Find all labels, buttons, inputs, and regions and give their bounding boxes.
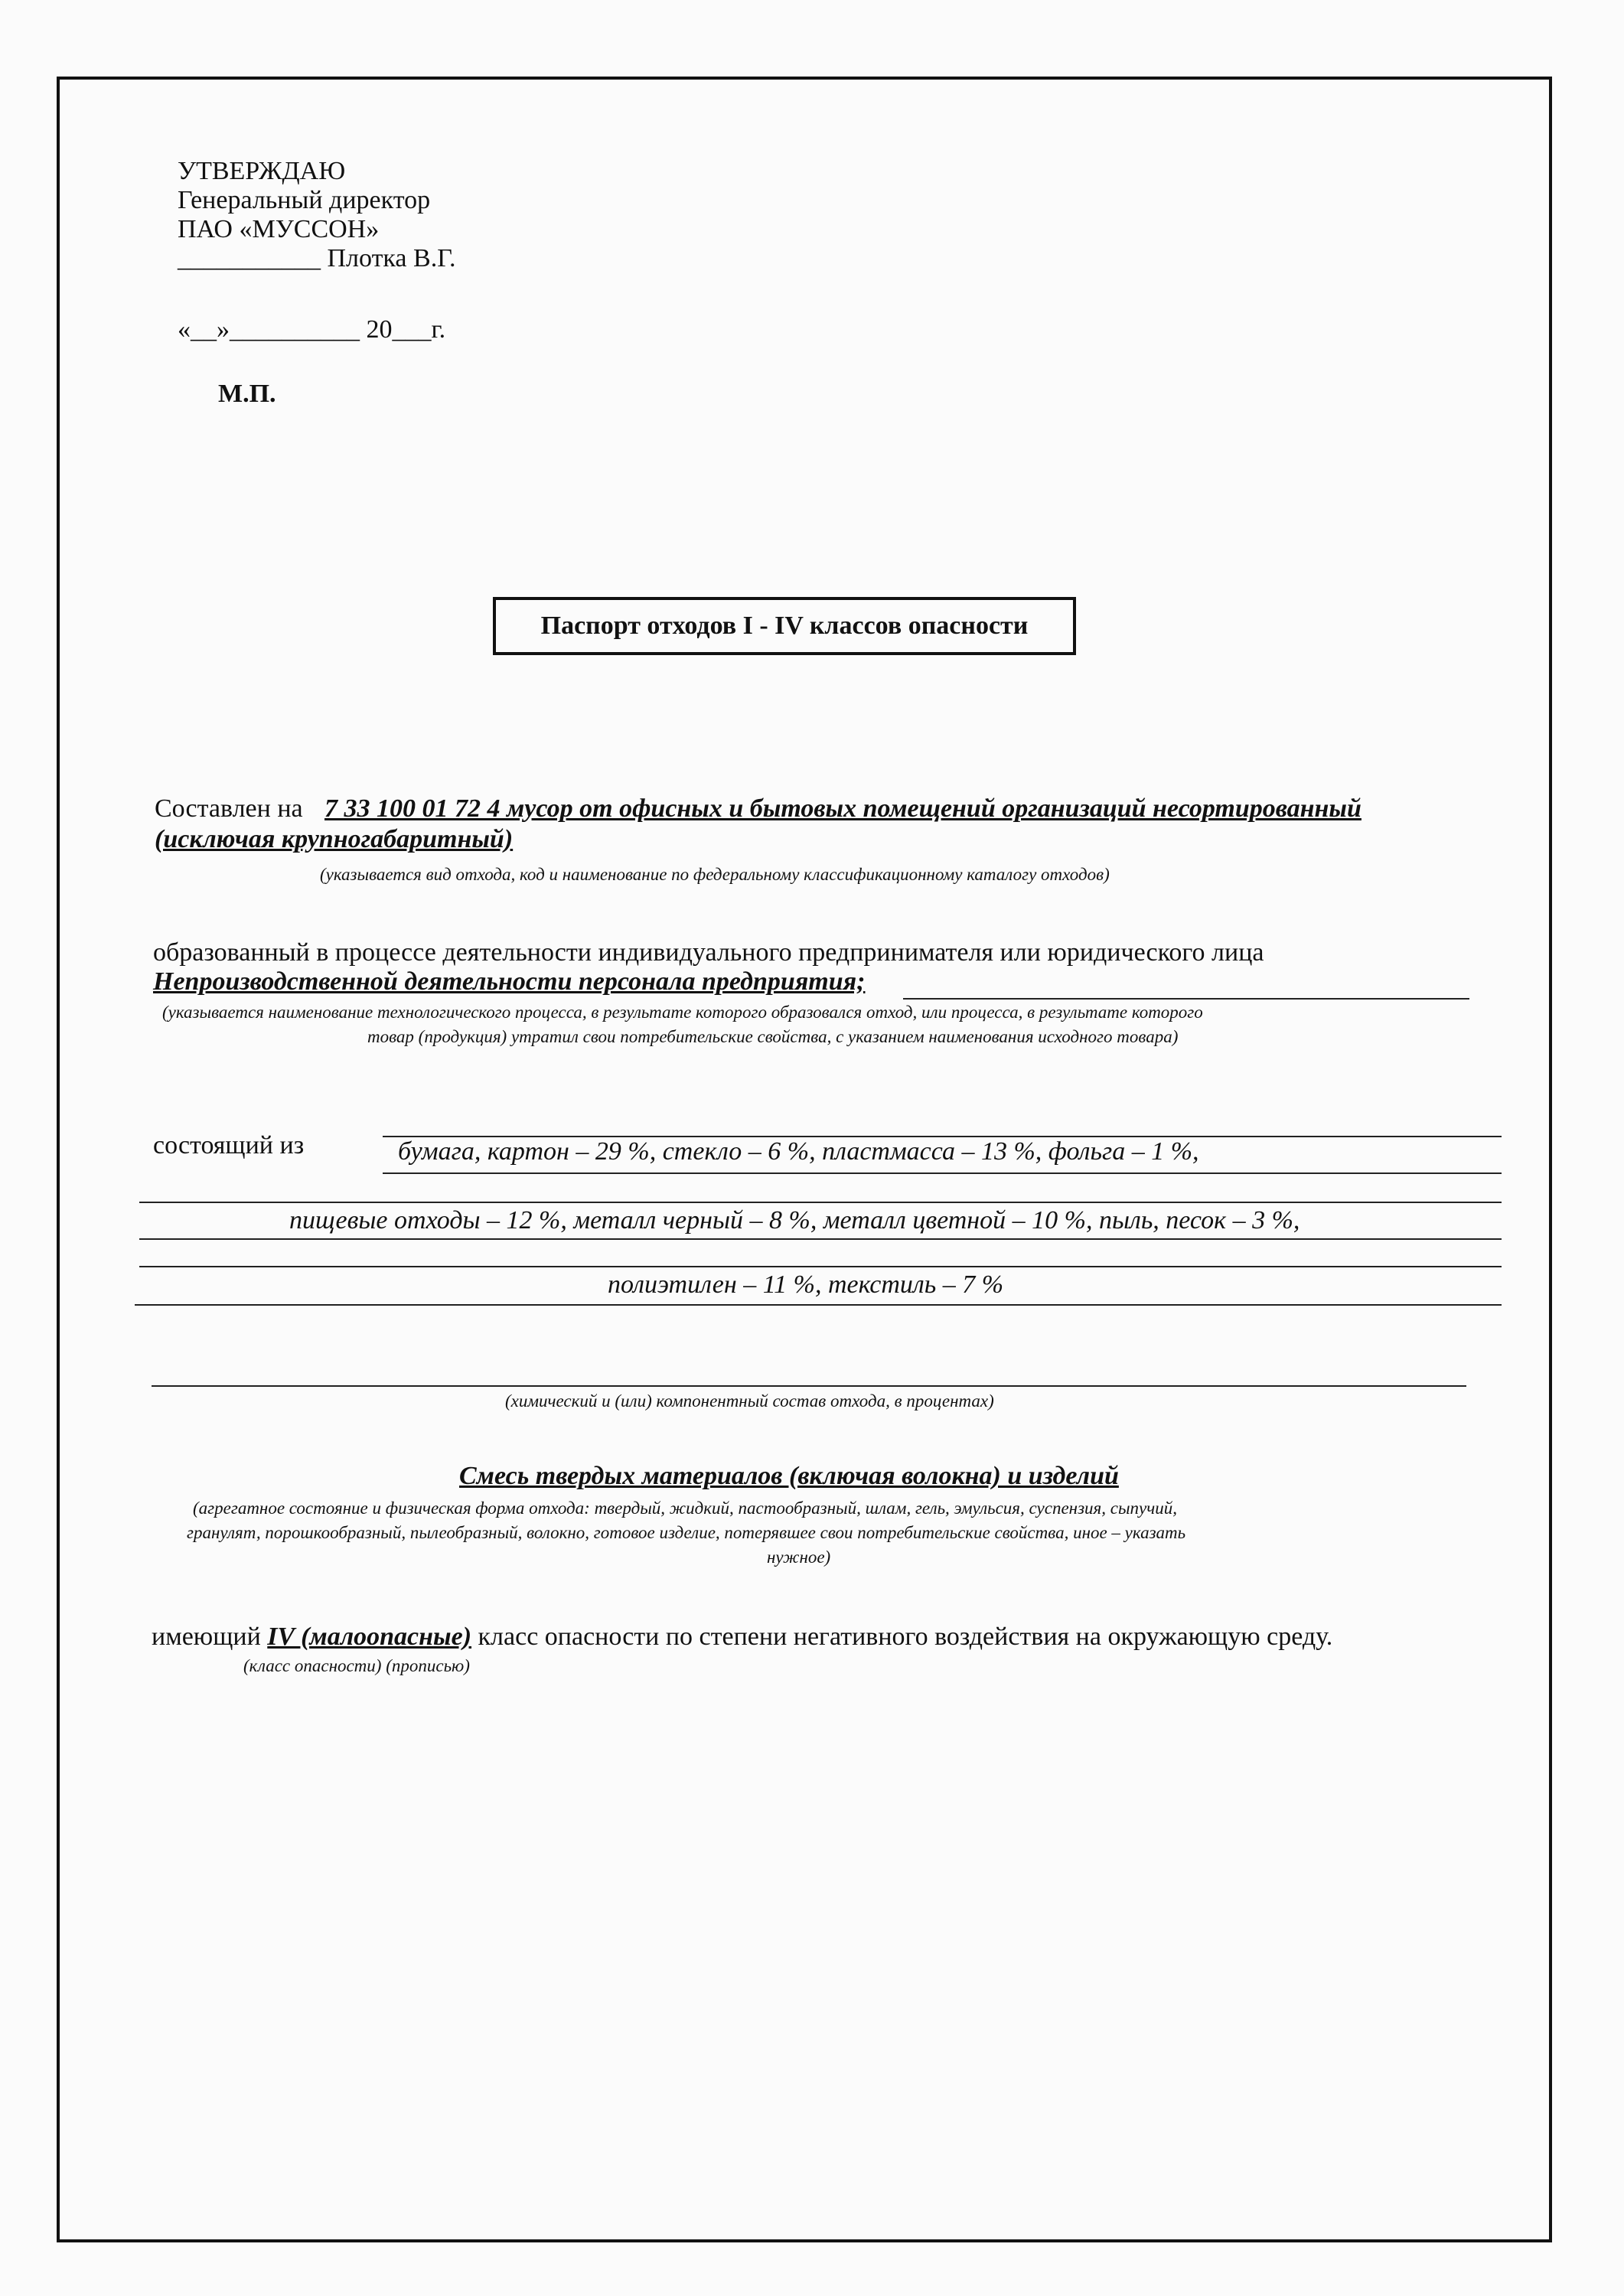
composed-hint: (указывается вид отхода, код и наименование по федеральному классификационному каталогу отходов): [320, 865, 1110, 884]
composed-label: Составлен на: [155, 794, 303, 823]
document-title: Паспорт отходов I - IV классов опасности: [493, 597, 1076, 655]
composition-rule-3: [139, 1238, 1502, 1240]
aggregate-state: Смесь твердых материалов (включая волокна) и изделий: [459, 1462, 1119, 1490]
approval-date-line: «__»__________ 20___г.: [178, 315, 446, 344]
approval-block: [178, 157, 456, 273]
composition-line-3: полиэтилен – 11 %, текстиль – 7 %: [608, 1270, 1004, 1299]
hazard-hint: (класс опасности) (прописью): [243, 1656, 470, 1675]
composition-rule-6: [152, 1385, 1466, 1387]
formed-process: Непроизводственной деятельности персонала предприятия;: [153, 967, 866, 996]
state-hint-2: гранулят, порошкообразный, пылеобразный, волокно, готовое изделие, потерявшее свои потребительские свойства, иное – указать: [187, 1523, 1186, 1542]
state-hint-1: (агрегатное состояние и физическая форма отхода: твердый, жидкий, пастообразный, шлам, гель, эмульсия, суспензия, сыпучий,: [193, 1499, 1177, 1518]
composition-rule-4: [139, 1266, 1502, 1267]
waste-name-continuation: (исключая крупногабаритный): [155, 825, 514, 853]
waste-code-name: 7 33 100 01 72 4 мусор от офисных и бытовых помещений организаций несортированный: [324, 794, 1361, 823]
hazard-suffix: класс опасности по степени негативного воздействия на окружающую среду.: [478, 1623, 1333, 1651]
formed-hint-1: (указывается наименование технологического процесса, в результате которого образовался отход, или процесса, в результате которого: [162, 1003, 1203, 1022]
approver-position: Генеральный директор: [178, 186, 431, 215]
composition-rule-5: [135, 1304, 1502, 1306]
composition-rule-1: [383, 1172, 1502, 1174]
composition-hint: (химический и (или) компонентный состав отхода, в процентах): [505, 1391, 994, 1411]
composition-label: состоящий из: [153, 1131, 305, 1159]
hazard-line: [152, 1623, 1332, 1652]
approve-heading: УТВЕРЖДАЮ: [178, 157, 346, 185]
formed-underline: [903, 998, 1469, 1000]
formed-text: образованный в процессе деятельности индивидуального предпринимателя или юридического лица: [153, 938, 1264, 967]
stamp-place: М.П.: [218, 380, 276, 408]
composition-rule-2: [139, 1202, 1502, 1203]
company-name: ПАО «МУССОН»: [178, 215, 380, 244]
hazard-prefix: имеющий: [152, 1623, 261, 1651]
composition-line-1: бумага, картон – 29 %, стекло – 6 %, пластмасса – 13 %, фольга – 1 %,: [398, 1137, 1199, 1166]
hazard-class: IV (малоопасные): [267, 1623, 472, 1651]
formed-hint-2: товар (продукция) утратил свои потребительские свойства, с указанием наименования исходного товара): [367, 1027, 1179, 1046]
composition-line-2: пищевые отходы – 12 %, металл черный – 8 %, металл цветной – 10 %, пыль, песок – 3 %,: [289, 1206, 1300, 1234]
signature-line: ___________ Плотка В.Г.: [178, 244, 456, 273]
state-hint-3: нужное): [767, 1548, 831, 1567]
